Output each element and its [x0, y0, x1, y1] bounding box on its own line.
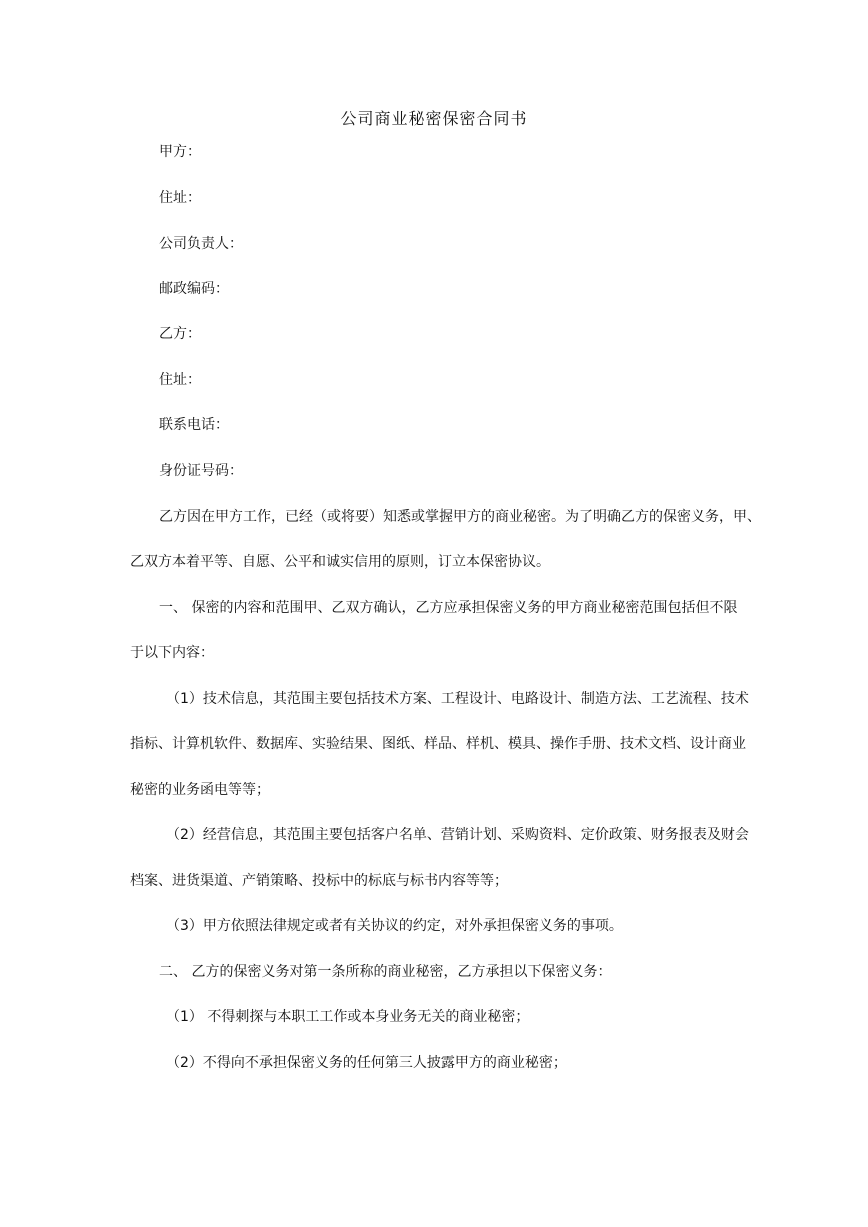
section2-heading: 二、 乙方的保密义务对第一条所称的商业秘密，乙方承担以下保密义务： [159, 964, 612, 980]
item3-line: （3）甲方依照法律规定或者有关协议的约定，对外承担保密义务的事项。 [166, 918, 623, 934]
intro-paragraph-line1: 乙方因在甲方工作，已经（或将要）知悉或掌握甲方的商业秘密。为了明确乙方的保密义务，甲、 [159, 509, 761, 525]
field-id-number: 身份证号码： [159, 463, 243, 479]
field-phone: 联系电话： [159, 417, 229, 433]
document-title: 公司商业秘密保密合同书 [340, 109, 528, 128]
duty1-line: （1） 不得刺探与本职工工作或本身业务无关的商业秘密； [166, 1009, 530, 1025]
section1-heading-line1: 一、 保密的内容和范围甲、乙双方确认，乙方应承担保密义务的甲方商业秘密范围包括但不限 [159, 600, 738, 616]
item2-line2: 档案、进货渠道、产销策略、投标中的标底与标书内容等等； [130, 873, 508, 889]
item2-line1: （2）经营信息，其范围主要包括客户名单、营销计划、采购资料、定价政策、财务报表及财会 [166, 827, 749, 843]
section1-heading-line2: 于以下内容： [130, 645, 214, 661]
item1-line2: 指标、计算机软件、数据库、实验结果、图纸、样品、样机、模具、操作手册、技术文档、设计商业 [130, 736, 746, 752]
field-party-a: 甲方： [159, 144, 201, 160]
intro-paragraph-line2: 乙双方本着平等、自愿、公平和诚实信用的原则，订立本保密协议。 [130, 554, 550, 570]
field-postal-code: 邮政编码： [159, 281, 229, 297]
item1-line3: 秘密的业务函电等等； [130, 782, 270, 798]
field-party-b: 乙方： [159, 326, 201, 342]
item1-line1: （1）技术信息，其范围主要包括技术方案、工程设计、电路设计、制造方法、工艺流程、技术 [166, 691, 749, 707]
field-company-head: 公司负责人： [159, 236, 243, 252]
field-address-b: 住址： [159, 372, 201, 388]
field-address-a: 住址： [159, 190, 201, 206]
duty2-line: （2）不得向不承担保密义务的任何第三人披露甲方的商业秘密； [166, 1055, 567, 1071]
